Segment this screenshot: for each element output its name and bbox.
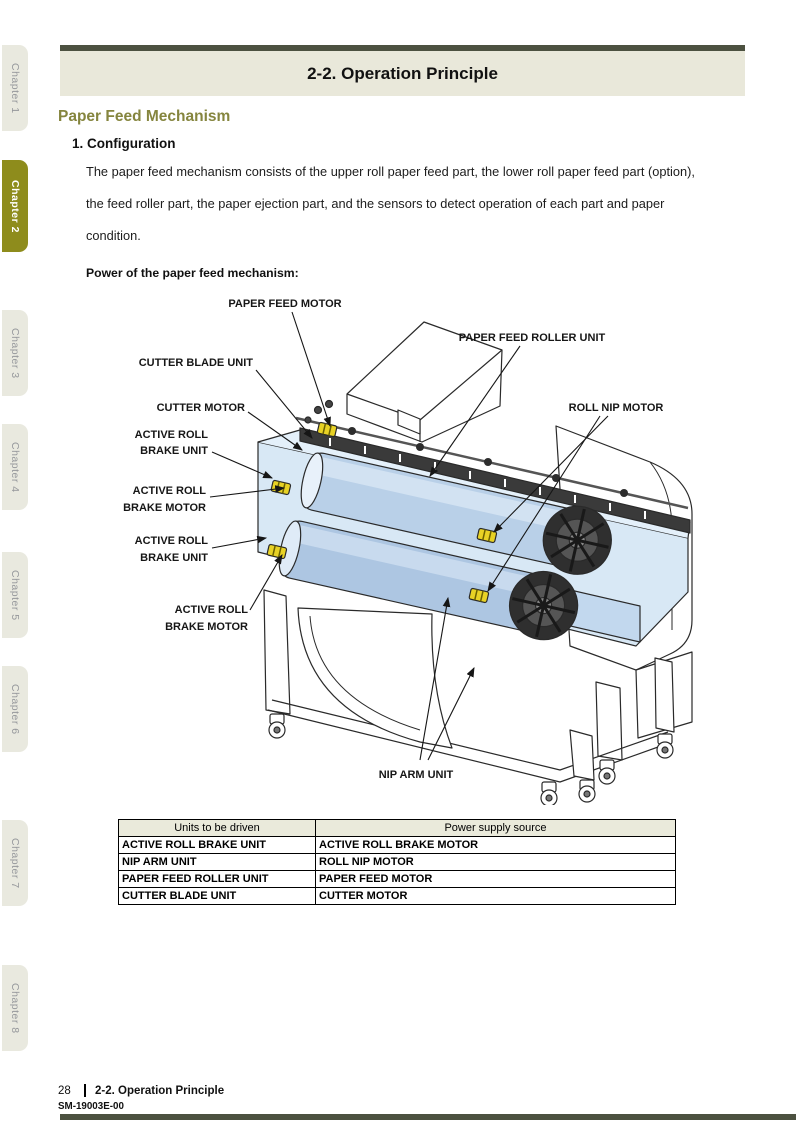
footer-rule <box>60 1114 796 1120</box>
footer-section-title: 2-2. Operation Principle <box>95 1084 225 1097</box>
label-active-roll-brake-motor-2: BRAKE MOTOR <box>165 621 248 633</box>
table-cell: CUTTER MOTOR <box>316 888 676 905</box>
chapter-tab-label: Chapter 2 <box>9 179 21 233</box>
paragraph-line: The paper feed mechanism consists of the upper roll paper feed part, the lower roll paper feed part (option), <box>86 164 695 179</box>
label-active-roll-brake-unit-1: BRAKE UNIT <box>140 445 208 457</box>
printer-illustration <box>258 322 692 805</box>
printer-mechanism-diagram <box>0 290 796 805</box>
chapter-tab-label: Chapter 1 <box>9 62 21 114</box>
chapter-tab-1 <box>2 45 28 131</box>
label-active-roll-brake-motor-2: ACTIVE ROLL <box>174 604 248 616</box>
table-header-row <box>119 820 676 837</box>
table-row <box>119 854 676 871</box>
footer-separator <box>84 1084 86 1097</box>
label-active-roll-brake-unit-2: ACTIVE ROLL <box>134 535 208 547</box>
table-row <box>119 837 676 854</box>
label-nip-arm-unit: NIP ARM UNIT <box>378 769 454 781</box>
body-paragraph <box>86 156 742 252</box>
chapter-tab-label: Chapter 7 <box>9 837 21 889</box>
table-header-power: Power supply source <box>316 820 676 837</box>
chapter-tab-label: Chapter 6 <box>9 683 21 735</box>
chapter-tab-label: Chapter 8 <box>9 982 21 1034</box>
table-header-units: Units to be driven <box>119 820 316 837</box>
label-cutter-motor: CUTTER MOTOR <box>156 402 245 414</box>
chapter-tab-label: Chapter 3 <box>9 327 21 379</box>
power-table <box>118 819 676 905</box>
table-cell: NIP ARM UNIT <box>119 854 316 871</box>
label-roll-nip-motor: ROLL NIP MOTOR <box>568 402 664 414</box>
label-paper-feed-motor: PAPER FEED MOTOR <box>228 298 342 310</box>
page-number: 28 <box>58 1084 71 1097</box>
chapter-tab-8 <box>2 965 28 1051</box>
paragraph-line: the feed roller part, the paper ejection part, and the sensors to detect operation of each part and paper <box>86 196 665 211</box>
label-active-roll-brake-unit-1: ACTIVE ROLL <box>134 429 208 441</box>
chapter-tab-2 <box>2 160 28 252</box>
paragraph-line: condition. <box>86 228 141 243</box>
table-cell: ACTIVE ROLL BRAKE MOTOR <box>316 837 676 854</box>
label-active-roll-brake-motor-1: BRAKE MOTOR <box>123 502 206 514</box>
label-cutter-blade-unit: CUTTER BLADE UNIT <box>138 357 253 369</box>
subsection-title: 1. Configuration <box>72 136 176 151</box>
table-cell: ROLL NIP MOTOR <box>316 854 676 871</box>
page-title: 2-2. Operation Principle <box>307 63 498 83</box>
document-code: SM-19003E-00 <box>58 1101 124 1112</box>
table-cell: PAPER FEED ROLLER UNIT <box>119 871 316 888</box>
table-cell: ACTIVE ROLL BRAKE UNIT <box>119 837 316 854</box>
chapter-tab-label: Chapter 5 <box>9 569 21 621</box>
label-paper-feed-roller-unit: PAPER FEED ROLLER UNIT <box>458 332 606 344</box>
section-header <box>60 51 745 96</box>
chapter-tab-label: Chapter 4 <box>9 441 21 493</box>
table-cell: CUTTER BLADE UNIT <box>119 888 316 905</box>
diagram-caption: Power of the paper feed mechanism: <box>86 266 299 280</box>
label-active-roll-brake-unit-2: BRAKE UNIT <box>140 552 208 564</box>
section-title: Paper Feed Mechanism <box>58 108 231 125</box>
chapter-tab-7 <box>2 820 28 906</box>
table-row <box>119 888 676 905</box>
label-active-roll-brake-motor-1: ACTIVE ROLL <box>132 485 206 497</box>
page-footer <box>58 1084 224 1097</box>
table-cell: PAPER FEED MOTOR <box>316 871 676 888</box>
table-row <box>119 871 676 888</box>
